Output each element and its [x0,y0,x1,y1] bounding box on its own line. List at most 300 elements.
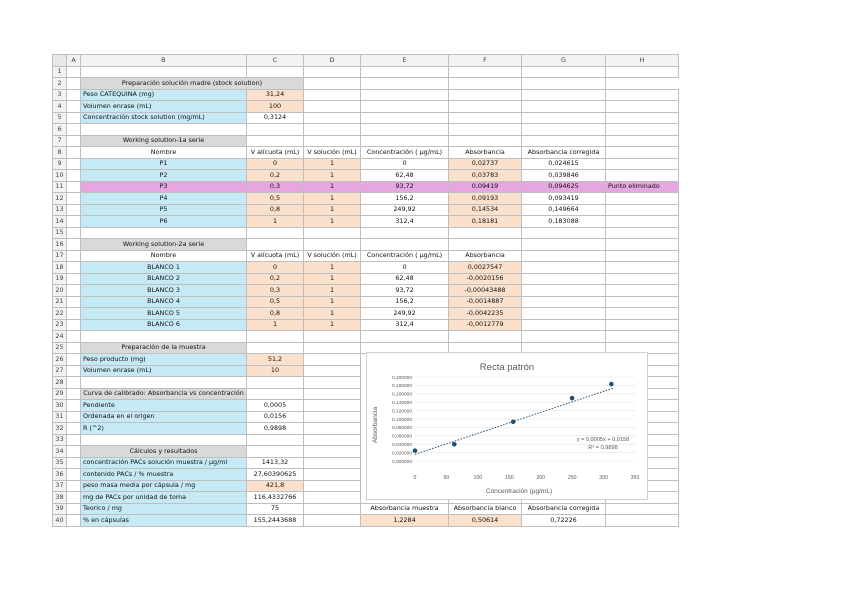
row-header[interactable]: 13 [53,204,67,216]
cell-a8[interactable] [67,147,81,159]
cell-e8[interactable]: Concentración ( µg/mL) [361,147,449,159]
cell-g6[interactable] [522,124,606,136]
cell-b5[interactable]: Concentración stock solution (mg/mL) [81,112,247,124]
cell-c10[interactable]: 0,2 [247,170,304,182]
cell-e3[interactable] [361,89,449,101]
cell-c26[interactable]: 51,2 [247,354,304,366]
row-header[interactable]: 35 [53,457,67,469]
cell-b15[interactable] [81,227,247,239]
cell-h39[interactable] [606,503,679,515]
calibration-chart[interactable] [366,352,648,500]
cell-a36[interactable] [67,469,81,481]
cell-a31[interactable] [67,411,81,423]
row-header[interactable]: 11 [53,181,67,193]
row-header[interactable]: 26 [53,354,67,366]
cell-h4[interactable] [606,101,679,113]
cell-d16[interactable] [304,239,361,251]
cell-f24[interactable] [449,331,522,343]
cell-a40[interactable] [67,515,81,527]
cell-e18[interactable]: 0 [361,262,449,274]
row-header[interactable]: 15 [53,227,67,239]
cell-c32[interactable]: 0,9898 [247,423,304,435]
cell-b23[interactable]: BLANCO 6 [81,319,247,331]
cell-b27[interactable]: Volumen enrase (mL) [81,365,247,377]
cell-f19[interactable]: -0,0020156 [449,273,522,285]
cell-g18[interactable] [522,262,606,274]
cell-b9[interactable]: P1 [81,158,247,170]
cell-b19[interactable]: BLANCO 2 [81,273,247,285]
data-point[interactable] [413,448,418,453]
cell-b28[interactable] [81,377,247,389]
cell-h17[interactable] [606,250,679,262]
cell-g11[interactable]: 0,094625 [522,181,606,193]
cell-b18[interactable]: BLANCO 1 [81,262,247,274]
cell-d15[interactable] [304,227,361,239]
cell-b11[interactable]: P3 [81,181,247,193]
cell-b17[interactable]: Nombre [81,250,247,262]
row-header[interactable]: 38 [53,492,67,504]
cell-a1[interactable] [67,66,81,78]
cell-e39[interactable]: Absorbancia muestra [361,503,449,515]
cell-g39[interactable]: Absorbancia corregida [522,503,606,515]
cell-d9[interactable]: 1 [304,158,361,170]
cell-g20[interactable] [522,285,606,297]
cell-f18[interactable]: 0,0027547 [449,262,522,274]
cell-h14[interactable] [606,216,679,228]
cell-c16[interactable] [247,239,304,251]
cell-a5[interactable] [67,112,81,124]
cell-a39[interactable] [67,503,81,515]
cell-d33[interactable] [304,434,361,446]
cell-d36[interactable] [304,469,361,481]
cell-a4[interactable] [67,101,81,113]
cell-d13[interactable]: 1 [304,204,361,216]
cell-c37[interactable]: 421,8 [247,480,304,492]
cell-f15[interactable] [449,227,522,239]
cell-d26[interactable] [304,354,361,366]
cell-c8[interactable]: V alícuota (mL) [247,147,304,159]
cell-d2[interactable] [304,78,361,90]
cell-e6[interactable] [361,124,449,136]
cell-c11[interactable]: 0,3 [247,181,304,193]
cell-a23[interactable] [67,319,81,331]
cell-h20[interactable] [606,285,679,297]
cell-g9[interactable]: 0,024615 [522,158,606,170]
cell-c33[interactable] [247,434,304,446]
cell-f4[interactable] [449,101,522,113]
cell-a17[interactable] [67,250,81,262]
cell-b6[interactable] [81,124,247,136]
cell-c19[interactable]: 0,2 [247,273,304,285]
cell-g23[interactable] [522,319,606,331]
cell-f13[interactable]: 0,14534 [449,204,522,216]
cell-a13[interactable] [67,204,81,216]
row-header[interactable]: 16 [53,239,67,251]
cell-b33[interactable] [81,434,247,446]
row-header[interactable]: 28 [53,377,67,389]
cell-b16[interactable]: Working solution-2a serie [81,239,247,251]
cell-a33[interactable] [67,434,81,446]
cell-g15[interactable] [522,227,606,239]
row-header[interactable]: 10 [53,170,67,182]
row-header[interactable]: 18 [53,262,67,274]
cell-f22[interactable]: -0,0042235 [449,308,522,320]
cell-c17[interactable]: V alícuota (mL) [247,250,304,262]
cell-d8[interactable]: V solución (mL) [304,147,361,159]
cell-g1[interactable] [522,66,606,78]
column-header-f[interactable]: F [449,55,522,67]
cell-g8[interactable]: Absorbancia corregida [522,147,606,159]
cell-a18[interactable] [67,262,81,274]
cell-a12[interactable] [67,193,81,205]
cell-c15[interactable] [247,227,304,239]
cell-c28[interactable] [247,377,304,389]
row-header[interactable]: 1 [53,66,67,78]
cell-a11[interactable] [67,181,81,193]
cell-h24[interactable] [606,331,679,343]
row-header[interactable]: 31 [53,411,67,423]
cell-d18[interactable]: 1 [304,262,361,274]
cell-e13[interactable]: 249,92 [361,204,449,216]
cell-d31[interactable] [304,411,361,423]
cell-f40[interactable]: 0,50614 [449,515,522,527]
cell-b31[interactable]: Ordenada en el origen [81,411,247,423]
cell-c36[interactable]: 27,60390625 [247,469,304,481]
column-header-h[interactable]: H [606,55,679,67]
cell-e9[interactable]: 0 [361,158,449,170]
cell-e12[interactable]: 156,2 [361,193,449,205]
cell-c14[interactable]: 1 [247,216,304,228]
cell-a38[interactable] [67,492,81,504]
cell-g14[interactable]: 0,183088 [522,216,606,228]
cell-d11[interactable]: 1 [304,181,361,193]
cell-g10[interactable]: 0,039846 [522,170,606,182]
cell-c12[interactable]: 0,5 [247,193,304,205]
cell-d4[interactable] [304,101,361,113]
data-point[interactable] [511,419,516,424]
cell-e1[interactable] [361,66,449,78]
cell-c1[interactable] [247,66,304,78]
cell-c31[interactable]: 0,0156 [247,411,304,423]
cell-d1[interactable] [304,66,361,78]
cell-h9[interactable] [606,158,679,170]
cell-a6[interactable] [67,124,81,136]
data-point[interactable] [452,442,457,447]
cell-h16[interactable] [606,239,679,251]
row-header[interactable]: 3 [53,89,67,101]
cell-b4[interactable]: Volumen enrase (mL) [81,101,247,113]
cell-c34[interactable] [247,446,304,458]
cell-e2[interactable] [361,78,449,90]
cell-f23[interactable]: -0,0012779 [449,319,522,331]
cell-c21[interactable]: 0,5 [247,296,304,308]
row-header[interactable]: 40 [53,515,67,527]
cell-h11[interactable]: Punto eliminado [606,181,679,193]
cell-c6[interactable] [247,124,304,136]
cell-d32[interactable] [304,423,361,435]
row-header[interactable]: 27 [53,365,67,377]
row-header[interactable]: 6 [53,124,67,136]
cell-c24[interactable] [247,331,304,343]
cell-g16[interactable] [522,239,606,251]
cell-b38[interactable]: mg de PACs por unidad de toma [81,492,247,504]
cell-c3[interactable]: 31,24 [247,89,304,101]
row-header[interactable]: 36 [53,469,67,481]
cell-c30[interactable]: 0,0005 [247,400,304,412]
cell-d27[interactable] [304,365,361,377]
cell-a20[interactable] [67,285,81,297]
data-point[interactable] [570,396,575,401]
cell-h8[interactable] [606,147,679,159]
cell-c40[interactable]: 155,2443688 [247,515,304,527]
cell-b2[interactable]: Preparación solución madre (stock solution) [81,78,304,90]
cell-b7[interactable]: Working solution-1a serie [81,135,247,147]
cell-b36[interactable]: contenido PACs / % muestra [81,469,247,481]
cell-h7[interactable] [606,135,679,147]
cell-d10[interactable]: 1 [304,170,361,182]
cell-a2[interactable] [67,78,81,90]
cell-e7[interactable] [361,135,449,147]
cell-c35[interactable]: 1413,32 [247,457,304,469]
cell-d29[interactable] [304,388,361,400]
cell-a30[interactable] [67,400,81,412]
cell-b21[interactable]: BLANCO 4 [81,296,247,308]
row-header[interactable]: 32 [53,423,67,435]
cell-b25[interactable]: Preparación de la muestra [81,342,247,354]
row-header[interactable]: 19 [53,273,67,285]
cell-b1[interactable] [81,66,247,78]
row-header[interactable]: 5 [53,112,67,124]
cell-g17[interactable] [522,250,606,262]
cell-f7[interactable] [449,135,522,147]
cell-f10[interactable]: 0,03783 [449,170,522,182]
cell-a26[interactable] [67,354,81,366]
cell-e21[interactable]: 156,2 [361,296,449,308]
cell-b10[interactable]: P2 [81,170,247,182]
cell-g21[interactable] [522,296,606,308]
column-header-b[interactable]: B [81,55,247,67]
data-point[interactable] [609,382,614,387]
cell-b12[interactable]: P4 [81,193,247,205]
row-header[interactable]: 8 [53,147,67,159]
cell-a7[interactable] [67,135,81,147]
cell-f17[interactable]: Absorbancia [449,250,522,262]
cell-d5[interactable] [304,112,361,124]
cell-b24[interactable] [81,331,247,343]
cell-d3[interactable] [304,89,361,101]
cell-d34[interactable] [304,446,361,458]
cell-h12[interactable] [606,193,679,205]
cell-c38[interactable]: 116,4332766 [247,492,304,504]
cell-a37[interactable] [67,480,81,492]
cell-c4[interactable]: 100 [247,101,304,113]
cell-c23[interactable]: 1 [247,319,304,331]
row-header[interactable]: 33 [53,434,67,446]
cell-b29[interactable]: Curva de calibrado: Absorbancia vs concentración [81,388,247,400]
row-header[interactable]: 14 [53,216,67,228]
cell-g12[interactable]: 0,093419 [522,193,606,205]
cell-e17[interactable]: Concentración ( µg/mL) [361,250,449,262]
column-header-e[interactable]: E [361,55,449,67]
cell-c5[interactable]: 0,3124 [247,112,304,124]
cell-h10[interactable] [606,170,679,182]
cell-h1[interactable] [606,66,679,78]
cell-e40[interactable]: 1,2284 [361,515,449,527]
cell-a25[interactable] [67,342,81,354]
cell-c22[interactable]: 0,8 [247,308,304,320]
cell-f3[interactable] [449,89,522,101]
cell-a16[interactable] [67,239,81,251]
cell-c18[interactable]: 0 [247,262,304,274]
cell-e14[interactable]: 312,4 [361,216,449,228]
row-header[interactable]: 20 [53,285,67,297]
cell-d40[interactable] [304,515,361,527]
cell-g5[interactable] [522,112,606,124]
row-header[interactable]: 21 [53,296,67,308]
cell-b22[interactable]: BLANCO 5 [81,308,247,320]
cell-a32[interactable] [67,423,81,435]
cell-e23[interactable]: 312,4 [361,319,449,331]
cell-g2[interactable] [522,78,606,90]
cell-b26[interactable]: Peso producto (mg) [81,354,247,366]
cell-e16[interactable] [361,239,449,251]
cell-b3[interactable]: Peso CATEQUINA (mg) [81,89,247,101]
cell-g4[interactable] [522,101,606,113]
cell-d28[interactable] [304,377,361,389]
cell-a34[interactable] [67,446,81,458]
cell-d30[interactable] [304,400,361,412]
cell-b35[interactable]: concentración PACs solución muestra / µg/ml [81,457,247,469]
cell-d38[interactable] [304,492,361,504]
cell-d19[interactable]: 1 [304,273,361,285]
cell-f14[interactable]: 0,18181 [449,216,522,228]
cell-e22[interactable]: 249,92 [361,308,449,320]
row-header[interactable]: 39 [53,503,67,515]
cell-c29[interactable] [247,388,304,400]
row-header[interactable]: 12 [53,193,67,205]
cell-b34[interactable]: Cálculos y resultados [81,446,247,458]
row-header[interactable]: 23 [53,319,67,331]
cell-c27[interactable]: 10 [247,365,304,377]
cell-b8[interactable]: Nombre [81,147,247,159]
cell-g13[interactable]: 0,149664 [522,204,606,216]
cell-h13[interactable] [606,204,679,216]
row-header[interactable]: 29 [53,388,67,400]
column-header-a[interactable]: A [67,55,81,67]
row-header[interactable]: 24 [53,331,67,343]
row-header[interactable]: 2 [53,78,67,90]
cell-a9[interactable] [67,158,81,170]
cell-e11[interactable]: 93,72 [361,181,449,193]
row-header[interactable]: 37 [53,480,67,492]
cell-h18[interactable] [606,262,679,274]
row-header[interactable]: 34 [53,446,67,458]
row-header[interactable]: 7 [53,135,67,147]
cell-d7[interactable] [304,135,361,147]
cell-d24[interactable] [304,331,361,343]
cell-f5[interactable] [449,112,522,124]
row-header[interactable]: 25 [53,342,67,354]
cell-c25[interactable] [247,342,304,354]
cell-c9[interactable]: 0 [247,158,304,170]
cell-b13[interactable]: P5 [81,204,247,216]
cell-c7[interactable] [247,135,304,147]
cell-e10[interactable]: 62,48 [361,170,449,182]
cell-d22[interactable]: 1 [304,308,361,320]
cell-a27[interactable] [67,365,81,377]
cell-f20[interactable]: -0,00043488 [449,285,522,297]
cell-e15[interactable] [361,227,449,239]
cell-a35[interactable] [67,457,81,469]
cell-f16[interactable] [449,239,522,251]
cell-f1[interactable] [449,66,522,78]
cell-a28[interactable] [67,377,81,389]
cell-h21[interactable] [606,296,679,308]
cell-g7[interactable] [522,135,606,147]
column-header-d[interactable]: D [304,55,361,67]
cell-a29[interactable] [67,388,81,400]
cell-g24[interactable] [522,331,606,343]
cell-a24[interactable] [67,331,81,343]
cell-f6[interactable] [449,124,522,136]
cell-d39[interactable] [304,503,361,515]
cell-e4[interactable] [361,101,449,113]
cell-f11[interactable]: 0,09419 [449,181,522,193]
cell-d14[interactable]: 1 [304,216,361,228]
cell-d21[interactable]: 1 [304,296,361,308]
cell-e19[interactable]: 62,48 [361,273,449,285]
row-header[interactable]: 17 [53,250,67,262]
cell-g22[interactable] [522,308,606,320]
cell-a15[interactable] [67,227,81,239]
cell-h5[interactable] [606,112,679,124]
cell-f12[interactable]: 0,09193 [449,193,522,205]
cell-c20[interactable]: 0,3 [247,285,304,297]
cell-g19[interactable] [522,273,606,285]
cell-b20[interactable]: BLANCO 3 [81,285,247,297]
cell-e5[interactable] [361,112,449,124]
cell-f8[interactable]: Absorbancia [449,147,522,159]
cell-b37[interactable]: peso masa media por cápsula / mg [81,480,247,492]
cell-a19[interactable] [67,273,81,285]
cell-f39[interactable]: Absorbancia blanco [449,503,522,515]
column-header-g[interactable]: G [522,55,606,67]
cell-h22[interactable] [606,308,679,320]
cell-h3[interactable] [606,89,679,101]
cell-e20[interactable]: 93,72 [361,285,449,297]
cell-a3[interactable] [67,89,81,101]
cell-a21[interactable] [67,296,81,308]
cell-g40[interactable]: 0,72226 [522,515,606,527]
cell-d25[interactable] [304,342,361,354]
cell-d17[interactable]: V solución (mL) [304,250,361,262]
cell-b14[interactable]: P6 [81,216,247,228]
cell-a14[interactable] [67,216,81,228]
cell-g3[interactable] [522,89,606,101]
cell-h6[interactable] [606,124,679,136]
cell-d23[interactable]: 1 [304,319,361,331]
cell-f9[interactable]: 0,02737 [449,158,522,170]
cell-h15[interactable] [606,227,679,239]
cell-d12[interactable]: 1 [304,193,361,205]
select-all-corner[interactable] [53,55,67,67]
cell-b30[interactable]: Pendiente [81,400,247,412]
cell-f21[interactable]: -0,0014887 [449,296,522,308]
cell-b39[interactable]: Teorico / mg [81,503,247,515]
cell-c39[interactable]: 75 [247,503,304,515]
cell-d20[interactable]: 1 [304,285,361,297]
cell-h40[interactable] [606,515,679,527]
